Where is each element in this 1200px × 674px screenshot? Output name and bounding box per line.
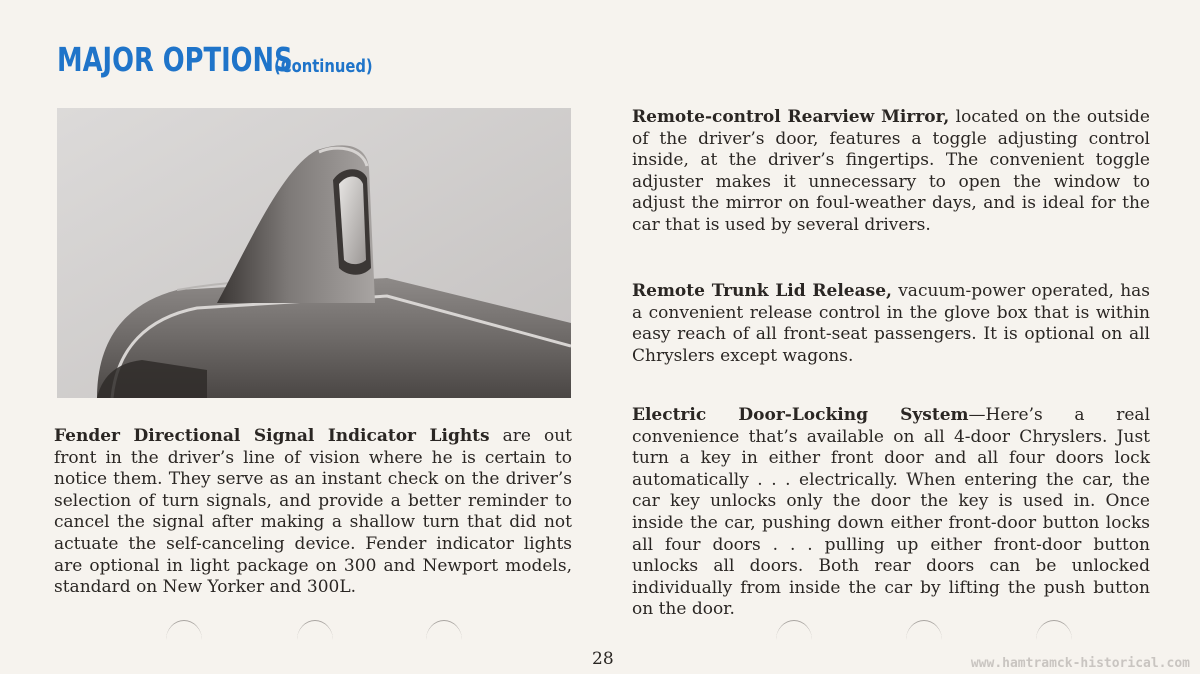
rearview-mirror-paragraph xyxy=(632,107,1150,237)
binder-hole xyxy=(297,620,333,660)
rearview-mirror-term: Remote-control Rearview Mirror, xyxy=(632,107,950,127)
fender-indicator-term: Fender Directional Signal Indicator Lights xyxy=(54,426,490,446)
trunk-release-body: vacuum-power operated, has a convenient release control in the glove box that is within easy reach of all front-seat passengers. It is optional on all Chryslers except wagons. xyxy=(632,281,1151,366)
fender-indicator-body: are out front in the driver’s line of vision where he is certain to notice them. They serve as an instant check on the driver’s selection of turn signals, and provide a better reminder to cancel the signal after making a shallow turn that did not actuate the self-canceling device. Fender indicator lights are optional in light package on 300 and Newport models, standard on New Yorker and 300L. xyxy=(54,426,572,598)
watermark: www.hamtramck-historical.com xyxy=(970,656,1190,671)
fender-indicator-paragraph xyxy=(54,426,572,599)
heading-continued: (Continued) xyxy=(274,56,373,77)
binder-hole xyxy=(1036,620,1072,660)
heading-main: MAJOR OPTIONS xyxy=(57,40,293,79)
door-locking-term: Electric Door-Locking System xyxy=(632,405,969,425)
rearview-mirror-body: located on the outside of the driver’s door, features a toggle adjusting control inside, at the driver’s fingertips. The convenient toggle adjuster makes it unnecessary to open the window to adjust the mirror on foul-weather days, and is ideal for the car that is used by several drivers. xyxy=(632,107,1150,235)
door-locking-body: —Here’s a real convenience that’s available on all 4-door Chryslers. Just turn a key in either front door and all four doors lock automatically . . . electrically. When entering the car, the car key unlocks only the door the key is used in. Once inside the car, pushing down either front-door button locks all four doors . . . pulling up either front-door button unlocks all doors. Both rear doors can be unlocked individually from inside the car by lifting the push button on the door. xyxy=(632,405,1151,620)
fender-indicator-photo xyxy=(57,108,571,398)
door-locking-paragraph xyxy=(632,405,1150,621)
page-number: 28 xyxy=(592,649,614,669)
trunk-release-paragraph xyxy=(632,281,1150,367)
binder-hole xyxy=(166,620,202,660)
page-heading xyxy=(57,40,373,79)
binder-hole xyxy=(426,620,462,660)
binder-hole xyxy=(906,620,942,660)
binder-hole xyxy=(776,620,812,660)
trunk-release-term: Remote Trunk Lid Release, xyxy=(632,281,892,301)
